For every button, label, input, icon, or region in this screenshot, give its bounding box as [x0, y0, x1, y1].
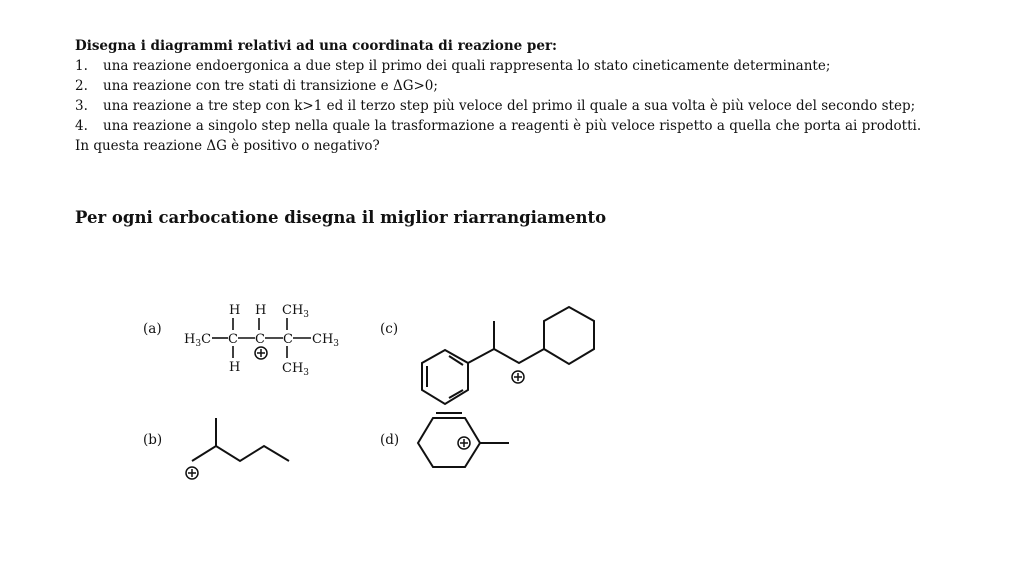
- list-item: 2. una reazione con tre stati di transizione e ΔG>0;: [75, 78, 438, 94]
- atom-c: C: [283, 332, 293, 347]
- molecule-a-structure: [184, 303, 339, 378]
- molecule-b-label: (b): [143, 432, 163, 448]
- list-item: 4. una reazione a singolo step nella quale la trasformazione a reagenti è più veloce rispetto a quella che porta ai prodotti.: [75, 118, 922, 134]
- question-line: In questa reazione ΔG è positivo o negativo?: [75, 138, 380, 154]
- plus-charge-icon: [186, 467, 198, 479]
- list-item: 3. una reazione a tre step con k>1 ed il terzo step più veloce del primo il quale a sua volta è più veloce del secondo step;: [75, 98, 916, 114]
- molecule-a-label: (a): [143, 321, 162, 337]
- ch3-group: $CH_3$: [282, 303, 310, 320]
- molecule-d-label: (d): [380, 432, 400, 448]
- plus-charge-icon: [255, 347, 267, 359]
- plus-charge-icon: [512, 371, 524, 383]
- atom-h: H: [229, 360, 241, 375]
- list-item: 1. una reazione endoergonica a due step il primo dei quali rappresenta lo stato cineticamente determinante;: [75, 58, 831, 74]
- molecule-c-label: (c): [380, 321, 399, 337]
- atom-c: C: [228, 332, 238, 347]
- molecule-b-structure: [192, 418, 289, 461]
- atom-h: H: [255, 303, 267, 318]
- section-heading: Per ogni carbocatione disegna il miglior riarrangiamento: [75, 208, 607, 227]
- ch3-group: $CH_3$: [282, 361, 310, 378]
- molecule-c-structure: [422, 307, 594, 404]
- ch3-group: $CH_3$: [312, 332, 340, 349]
- atom-h: H: [229, 303, 241, 318]
- plus-charge-icon: [458, 437, 470, 449]
- exercise-heading: Disegna i diagrammi relativi ad una coordinata di reazione per:: [75, 38, 558, 54]
- h3c-group: $H_3C$: [184, 332, 212, 349]
- atom-c: C: [255, 332, 265, 347]
